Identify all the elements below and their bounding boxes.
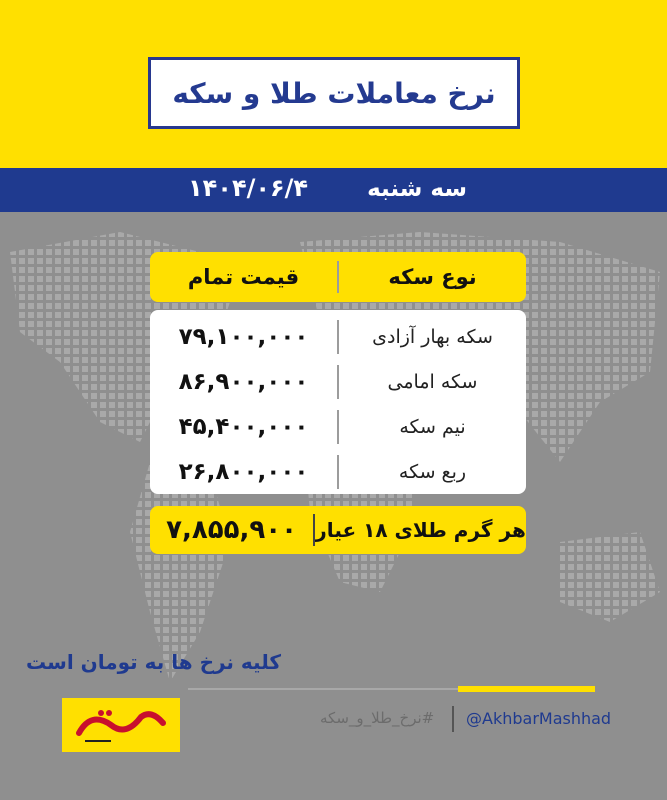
date-bar (0, 168, 667, 212)
akhbar-mashhad-logo (62, 698, 180, 752)
table-row (150, 404, 526, 449)
gold-18k-row (150, 506, 526, 554)
coin-name: نیم سکه (399, 415, 466, 438)
hashtag-text: #نرخ_طلا_و_سکه (320, 709, 435, 727)
coin-price-table (150, 252, 526, 494)
table-row (150, 314, 526, 359)
gold-18k-label: هر گرم طلای ۱۸ عیار (315, 518, 526, 542)
social-bar (282, 704, 612, 734)
coin-name: سکه بهار آزادی (372, 325, 493, 348)
title-box (148, 57, 520, 129)
table-row (150, 449, 526, 494)
page-title: نرخ معاملات طلا و سکه (172, 76, 496, 110)
table-header (150, 252, 526, 302)
weekday-label: سه شنبه (367, 176, 467, 202)
date-label: ۱۴۰۴/۰۶/۴ (188, 174, 309, 202)
social-handle: @AkhbarMashhad (466, 709, 612, 728)
coin-price: ۸۶,۹۰۰,۰۰۰ (150, 365, 339, 399)
column-header-coin-type: نوع سکه (388, 265, 477, 289)
gold-18k-price: ۷,۸۵۵,۹۰۰ (150, 514, 315, 546)
coin-price: ۲۶,۸۰۰,۰۰۰ (150, 455, 339, 489)
coin-name: سکه امامی (387, 370, 478, 393)
table-row (150, 359, 526, 404)
coin-price: ۷۹,۱۰۰,۰۰۰ (150, 320, 339, 354)
social-separator (452, 706, 454, 732)
currency-note: کلیه نرخ ها به تومان است (26, 650, 281, 674)
logo-wordmark-icon (71, 703, 171, 747)
column-header-price: قیمت تمام (150, 261, 339, 293)
footer-divider-line (188, 688, 458, 690)
coin-price: ۴۵,۴۰۰,۰۰۰ (150, 410, 339, 444)
footer-accent-line (458, 686, 595, 692)
table-body (150, 310, 526, 494)
coin-name: ربع سکه (398, 460, 467, 483)
